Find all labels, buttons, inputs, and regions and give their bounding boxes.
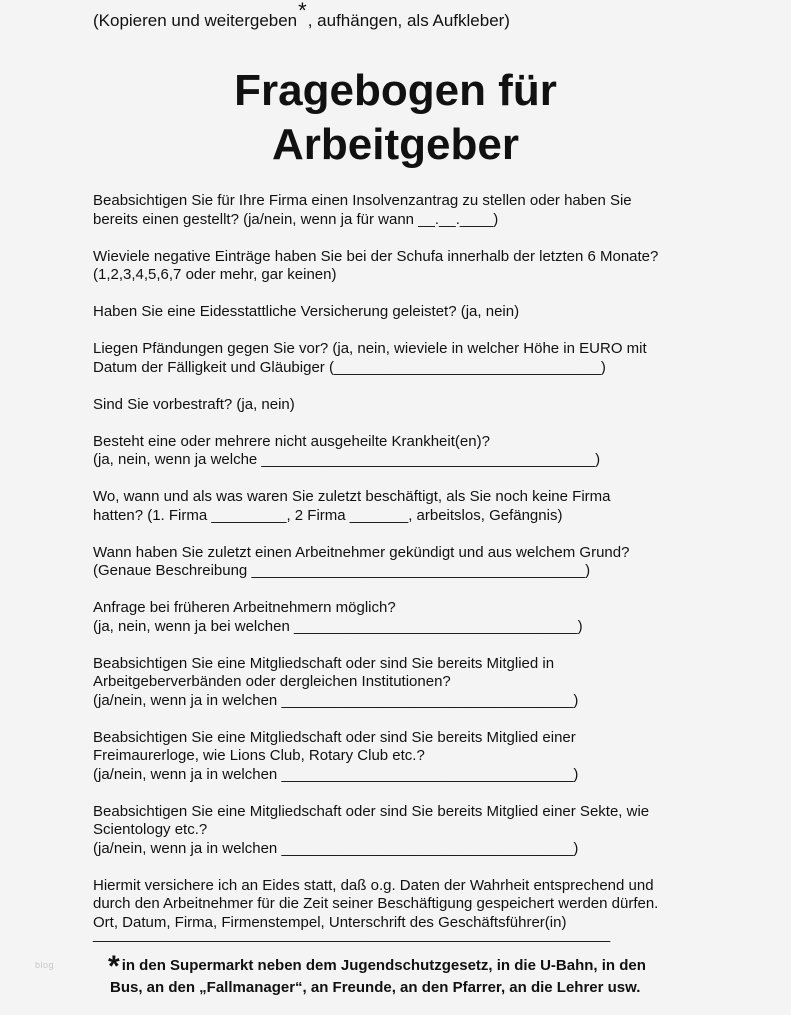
footnote-asterisk: * [108,950,120,983]
title-line-2: Arbeitgeber [272,120,519,169]
question-line: hatten? (1. Firma _________, 2 Firma _______, arbeitslos, Gefängnis) [93,506,563,524]
question-item [93,488,733,525]
question-item [93,803,733,859]
question-item [93,192,733,229]
question-line: durch den Arbeitnehmer für die Zeit seiner Beschäftigung gespeichert werden dürfen. [93,895,659,912]
question-line: Ort, Datum, Firma, Firmenstempel, Unterschrift des Geschäftsführer(in) [93,913,567,931]
question-item [93,655,733,711]
question-line: (ja, nein, wenn ja welche ________________________________________) [93,451,601,468]
question-line: Hiermit versichere ich an Eides statt, daß o.g. Daten der Wahrheit entsprechend und [93,876,654,894]
question-line: Arbeitgeberverbänden oder dergleichen Institutionen? [93,673,451,690]
question-item [93,433,733,470]
signature-line: ______________________________________________________________ [93,926,611,943]
question-line: Scientology etc.? [93,821,208,838]
question-line: bereits einen gestellt? (ja/nein, wenn ja für wann __.__.____) [93,210,499,228]
question-list [93,192,733,951]
question-item [93,599,733,636]
question-line: Beabsichtigen Sie für Ihre Firma einen Insolvenzantrag zu stellen oder haben Sie [93,192,632,209]
question-line: Haben Sie eine Eidesstattliche Versicherung geleistet? (ja, nein) [93,303,520,320]
header-text-before: (Kopieren und weitergeben [93,11,298,30]
question-line: Wieviele negative Einträge haben Sie bei der Schufa innerhalb der letzten 6 Monate? [93,247,659,265]
question-line: Liegen Pfändungen gegen Sie vor? (ja, nein, wieviele in welcher Höhe in EURO mit [93,340,647,357]
page-title [0,64,791,172]
question-line: (1,2,3,4,5,6,7 oder mehr, gar keinen) [93,266,337,283]
question-line: (ja/nein, wenn ja in welchen ___________________________________) [93,839,579,857]
footnote-line-1: in den Supermarkt neben dem Jugendschutzgesetz, in die U-Bahn, in den [121,957,646,974]
question-line: Sind Sie vorbestraft? (ja, nein) [93,395,295,413]
question-line: Wann haben Sie zuletzt einen Arbeitnehmer gekündigt und aus welchem Grund? [93,543,630,561]
header-asterisk: * [298,0,307,23]
question-line: Datum der Fälligkeit und Gläubiger (________________________________) [93,358,606,376]
question-item [93,248,733,285]
question-line: Beabsichtigen Sie eine Mitgliedschaft oder sind Sie bereits Mitglied einer Sekte, wie [93,802,650,820]
question-line: (Genaue Beschreibung ________________________________________) [93,562,591,579]
question-line: (ja/nein, wenn ja in welchen ___________________________________) [93,765,579,783]
question-item [93,396,733,415]
question-line: Freimaurerloge, wie Lions Club, Rotary Club etc.? [93,747,425,764]
question-item [93,877,733,933]
question-line: Beabsichtigen Sie eine Mitgliedschaft oder sind Sie bereits Mitglied in [93,654,555,672]
footnote [108,950,728,999]
question-line: (ja, nein, wenn ja bei welchen __________________________________) [93,617,583,635]
footnote-line-2: Bus, an den „Fallmanager“, an Freunde, an den Pfarrer, an die Lehrer usw. [110,979,641,996]
question-line: Wo, wann und als was waren Sie zuletzt beschäftigt, als Sie noch keine Firma [93,488,611,505]
question-item [93,544,733,581]
question-item [93,729,733,785]
title-line-1: Fragebogen für [234,66,557,115]
question-line: Beabsichtigen Sie eine Mitgliedschaft oder sind Sie bereits Mitglied einer [93,728,576,746]
question-line: Anfrage bei früheren Arbeitnehmern möglich? [93,599,396,616]
question-line: (ja/nein, wenn ja in welchen ___________________________________) [93,691,579,709]
question-item [93,303,733,322]
question-item [93,340,733,377]
header-text-after: , aufhängen, als Aufkleber) [307,11,510,30]
header-instruction [93,0,510,32]
watermark: blog [35,960,55,970]
question-line: Besteht eine oder mehrere nicht ausgeheilte Krankheit(en)? [93,432,490,450]
